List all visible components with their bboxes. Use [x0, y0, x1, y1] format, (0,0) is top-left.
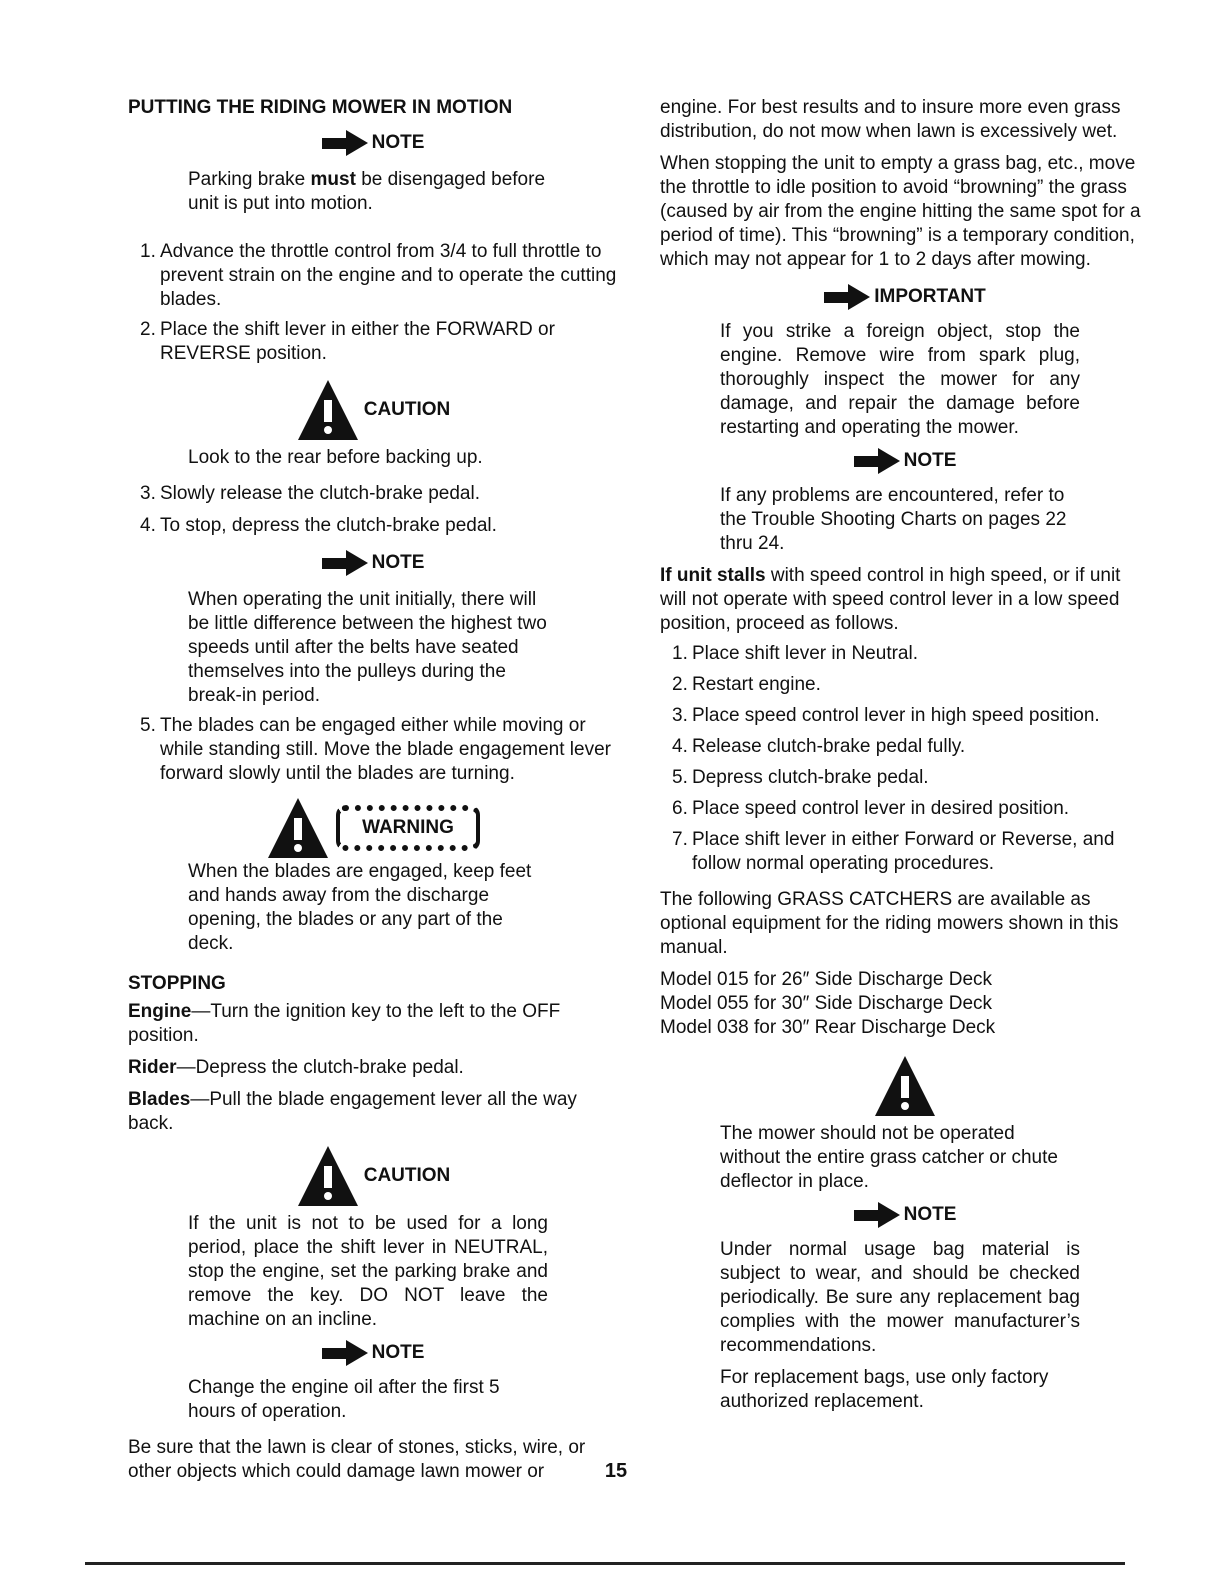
- note-text: Change the engine oil after the first 5 hours of operation.: [188, 1377, 500, 1422]
- list-item: 6. Place speed control lever in desired position.: [672, 798, 1070, 819]
- note-callout: [660, 1202, 1150, 1228]
- note-text: Parking brake must be disengaged before unit is put into motion.: [188, 169, 546, 214]
- arrow-right-icon: [322, 130, 368, 156]
- note-label: NOTE: [903, 1204, 957, 1225]
- arrow-right-icon: [854, 1202, 900, 1228]
- list-item: 3. Place speed control lever in high speed position.: [672, 705, 1100, 726]
- model-item: Model 015 for 26″ Side Discharge Deck: [660, 969, 993, 990]
- arrow-right-icon: [322, 1340, 368, 1366]
- warning-text: When the blades are engaged, keep feet and hands away from the discharge opening, the blades or any part of the deck.: [188, 861, 532, 954]
- list-item: 3. Slowly release the clutch-brake pedal.: [140, 483, 481, 504]
- continued-text: engine. For best results and to insure more even grass distribution, do not mow when lawn is excessively wet.: [660, 97, 1121, 142]
- steps-list-2: [128, 482, 618, 538]
- model-item: Model 038 for 30″ Rear Discharge Deck: [660, 1017, 996, 1038]
- caution-triangle-icon: [296, 378, 360, 442]
- caution-triangle-icon: [873, 1054, 937, 1118]
- left-column: [128, 96, 618, 1484]
- section-title: PUTTING THE RIDING MOWER IN MOTION: [128, 97, 513, 118]
- closing-text: Be sure that the lawn is clear of stones, sticks, wire, or other objects which could damage lawn mower or: [128, 1437, 586, 1482]
- caution-callout: [128, 378, 618, 442]
- note-text: Under normal usage bag material is subject to wear, and should be checked periodically. Be sure any replacement bag complies with the mower manufacturer’s recommendations.: [720, 1239, 1080, 1356]
- note-callout: [128, 550, 618, 576]
- list-item: 7. Place shift lever in either Forward or Reverse, and follow normal operating procedures.: [672, 829, 1115, 874]
- list-item: 4. To stop, depress the clutch-brake pedal.: [140, 515, 497, 536]
- list-item: 4. Release clutch-brake pedal fully.: [672, 736, 966, 757]
- replacement-text: For replacement bags, use only factory authorized replacement.: [720, 1367, 1049, 1412]
- model-list: [660, 968, 1150, 1040]
- caution-label: CAUTION: [363, 399, 451, 420]
- caution-triangle-icon: [266, 796, 330, 860]
- caution-text: If the unit is not to be used for a long period, place the shift lever in NEUTRAL, stop the engine, set the parking brake and remove the key. DO NOT leave the machine on an incline.: [188, 1213, 548, 1330]
- warning-label: WARNING: [362, 817, 454, 838]
- steps-list-3: [660, 642, 1150, 876]
- engine-instruction: Engine—Turn the ignition key to the left to the OFF position.: [128, 1001, 561, 1046]
- note-text: When operating the unit initially, there will be little difference between the highest two speeds until after the belts have seated themselves into the pulleys during the break-in period.: [188, 589, 547, 706]
- page-number: 15: [604, 1460, 628, 1482]
- caution-text: Look to the rear before backing up.: [188, 447, 483, 468]
- list-item: 2. Place the shift lever in either the FORWARD or REVERSE position.: [140, 319, 555, 364]
- note-label: NOTE: [371, 552, 425, 573]
- rider-instruction: Rider—Depress the clutch-brake pedal.: [128, 1057, 464, 1078]
- warning-callout: [128, 796, 618, 860]
- caution-callout: [128, 1144, 618, 1208]
- note-callout: [660, 448, 1150, 474]
- model-item: Model 055 for 30″ Side Discharge Deck: [660, 993, 993, 1014]
- stopping-title: STOPPING: [128, 973, 226, 994]
- note-callout: [128, 130, 618, 156]
- list-item: 5. The blades can be engaged either while moving or while standing still. Move the blade engagement lever forward slowly until the blades are turning.: [140, 715, 611, 784]
- arrow-right-icon: [824, 284, 870, 310]
- note-label: NOTE: [371, 1342, 425, 1363]
- note-label: NOTE: [903, 450, 957, 471]
- stalls-paragraph: If unit stalls with speed control in high speed, or if unit will not operate with speed control lever in a low speed position, proceed as follows.: [660, 565, 1121, 634]
- bottom-divider: [85, 1562, 1125, 1565]
- catchers-paragraph: The following GRASS CATCHERS are available as optional equipment for the riding mowers shown in this manual.: [660, 889, 1119, 958]
- important-text: If you strike a foreign object, stop the engine. Remove wire from spark plug, thoroughly inspect the mower for any damage, and repair the damage before restarting and operating the mower.: [720, 321, 1080, 438]
- warning-banner: [336, 805, 480, 851]
- arrow-right-icon: [322, 550, 368, 576]
- note-label: NOTE: [371, 132, 425, 153]
- list-item: 1. Advance the throttle control from 3/4 to full throttle to prevent strain on the engine and to operate the cutting blades.: [140, 241, 617, 310]
- list-item: 1. Place shift lever in Neutral.: [672, 643, 918, 664]
- blades-instruction: Blades—Pull the blade engagement lever all the way back.: [128, 1089, 577, 1134]
- steps-list-1: [128, 240, 618, 366]
- note-text: If any problems are encountered, refer to the Trouble Shooting Charts on pages 22 thru 24.: [720, 485, 1067, 554]
- caution-label: CAUTION: [363, 1165, 451, 1186]
- stopping-paragraph: When stopping the unit to empty a grass bag, etc., move the throttle to idle position to avoid “browning” the grass (caused by air from the engine hitting the same spot for a period of time). This “browning” is a temporary condition, which may not appear for 1 to 2 days after mowing.: [660, 153, 1141, 270]
- note-callout: [128, 1340, 618, 1366]
- important-callout: [660, 284, 1150, 310]
- caution-triangle-icon: [296, 1144, 360, 1208]
- right-column: [660, 96, 1150, 1414]
- important-label: IMPORTANT: [874, 286, 986, 307]
- list-item: 5. Depress clutch-brake pedal.: [672, 767, 929, 788]
- arrow-right-icon: [854, 448, 900, 474]
- caution-text: The mower should not be operated without the entire grass catcher or chute deflector in place.: [720, 1123, 1058, 1192]
- caution-callout: [660, 1054, 1150, 1118]
- list-item: 2. Restart engine.: [672, 674, 821, 695]
